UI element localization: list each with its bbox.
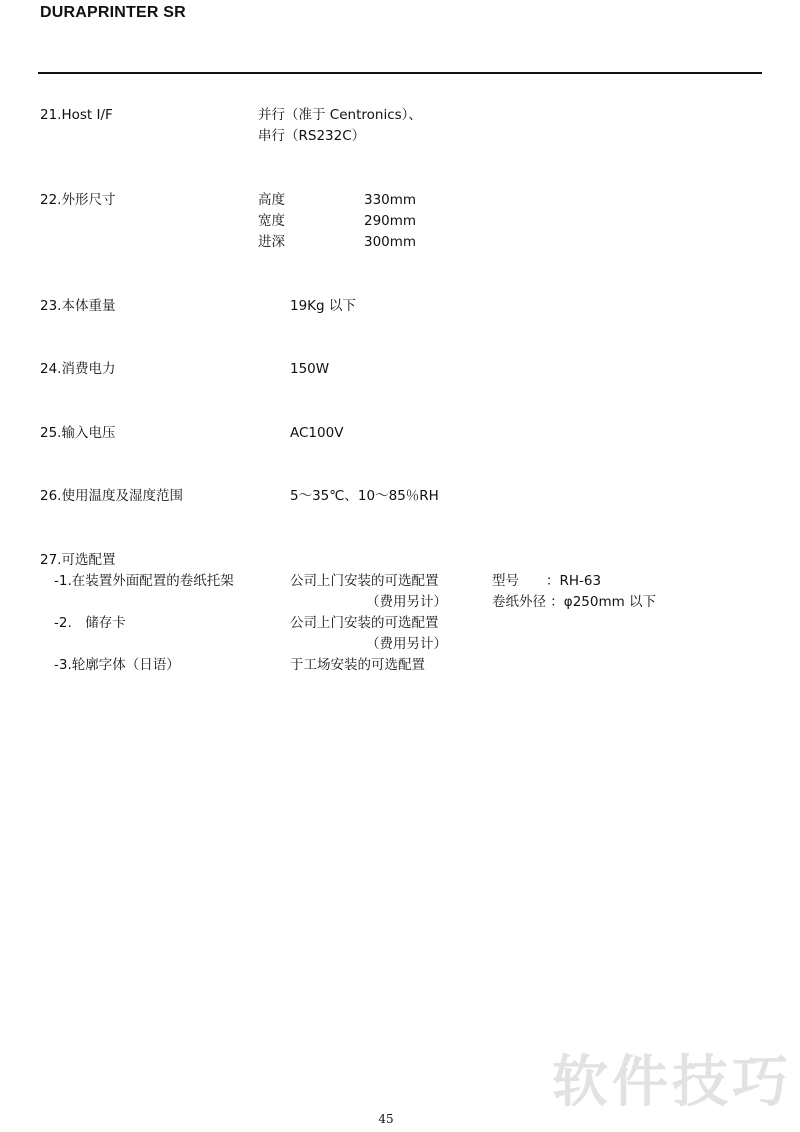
- spec-22-label: 22.外形尺寸: [40, 192, 116, 208]
- spec-23-label: 23.本体重量: [40, 298, 116, 314]
- spec-21-label: 21.Host I/F: [40, 107, 113, 123]
- spec-26-value: 5～35℃、10～85％RH: [290, 488, 439, 504]
- dim-height-value: 330mm: [364, 192, 417, 208]
- spec-24-value: 150W: [290, 361, 330, 377]
- spec-24-label: 24.消费电力: [40, 361, 116, 377]
- option-2-label: -2. 储存卡: [54, 615, 126, 631]
- header-title: DURAPRINTER SR: [40, 4, 186, 21]
- spec-21-line2: 串行（RS232C）: [258, 128, 366, 144]
- option-2-desc: 公司上门安装的可选配置: [290, 615, 439, 631]
- option-2-note: （费用另计）: [366, 636, 447, 652]
- option-3-label: -3.轮廓字体（日语）: [54, 657, 180, 673]
- watermark: 软件技巧: [552, 1050, 792, 1115]
- spec-21-line1: 并行（准于 Centronics）、: [258, 107, 422, 123]
- option-1-diameter: 卷纸外径 ：φ250mm 以下: [492, 594, 657, 610]
- option-1-note: （费用另计）: [366, 594, 447, 610]
- spec-26-label: 26.使用温度及湿度范围: [40, 488, 183, 504]
- spec-27-label: 27.可选配置: [40, 552, 116, 568]
- dim-width-value: 290mm: [364, 213, 417, 229]
- option-3-desc: 于工场安装的可选配置: [290, 657, 425, 673]
- spec-25-value: AC100V: [290, 425, 344, 441]
- dim-width-name: 宽度: [258, 213, 285, 229]
- page-number: 45: [378, 1112, 394, 1126]
- dim-depth-name: 进深: [258, 234, 285, 250]
- spec-25-label: 25.输入电压: [40, 425, 116, 441]
- option-1-model: 型号 ：RH-63: [492, 573, 602, 589]
- option-1-label: -1.在装置外面配置的卷纸托架: [54, 573, 234, 589]
- header-rule: [38, 72, 762, 74]
- option-1-desc: 公司上门安装的可选配置: [290, 573, 439, 589]
- dim-depth-value: 300mm: [364, 234, 417, 250]
- dim-height-name: 高度: [258, 192, 285, 208]
- spec-23-value: 19Kg 以下: [290, 298, 356, 314]
